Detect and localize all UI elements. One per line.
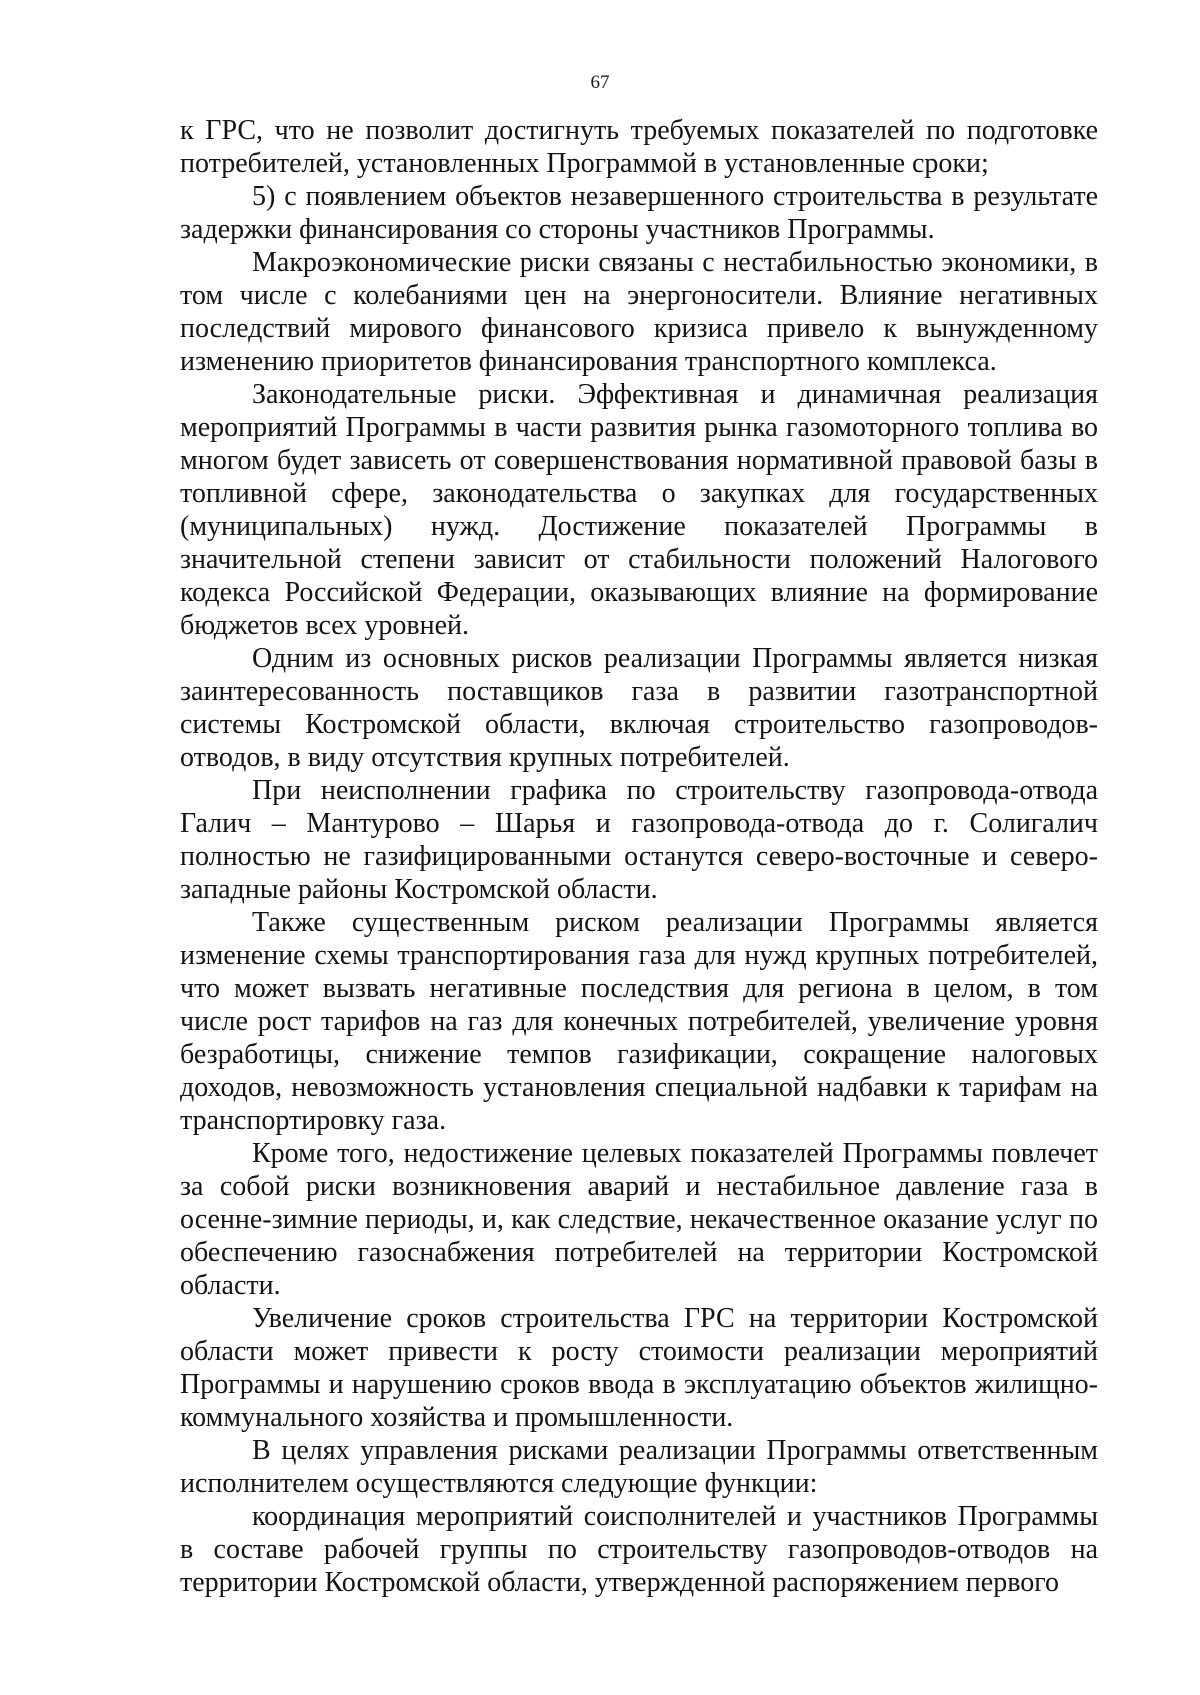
paragraph: координация мероприятий соисполнителей и участников Программы в составе рабочей группы по строительству газопроводов-отводов на территории Костромской области, утвержденной распоряжением первого: [180, 1501, 1098, 1598]
paragraph: Увеличение сроков строительства ГРС на территории Костромской области может привести к росту стоимости реализации мероприятий Программы и нарушению сроков ввода в эксплуатацию объектов жилищно-коммунального хозяйства и промышленности.: [180, 1303, 1098, 1433]
page-number: 67: [590, 72, 610, 93]
paragraph: 5) с появлением объектов незавершенного строительства в результате задержки финансирования со стороны участников Программы.: [180, 181, 1098, 245]
document-body: [180, 114, 1098, 1599]
paragraph: Макроэкономические риски связаны с нестабильностью экономики, в том числе с колебаниями цен на энергоносители. Влияние негативных последствий мирового финансового кризиса привело к вынужденному изменению приоритетов финансирования транспортного комплекса.: [180, 247, 1098, 377]
paragraph: Законодательные риски. Эффективная и динамичная реализация мероприятий Программы в части развития рынка газомоторного топлива во многом будет зависеть от совершенствования нормативной правовой базы в топливной сфере, законодательства о закупках для государственных (муниципальных) нужд. Достижение показателей Программы в значительной степени зависит от стабильности положений Налогового кодекса Российской Федерации, оказывающих влияние на формирование бюджетов всех уровней.: [180, 379, 1098, 641]
paragraph: Кроме того, недостижение целевых показателей Программы повлечет за собой риски возникновения аварий и нестабильное давление газа в осенне-зимние периоды, и, как следствие, некачественное оказание услуг по обеспечению газоснабжения потребителей на территории Костромской области.: [180, 1138, 1098, 1301]
paragraph: к ГРС, что не позволит достигнуть требуемых показателей по подготовке потребителей, установленных Программой в установленные сроки;: [180, 115, 1098, 179]
paragraph: Также существенным риском реализации Программы является изменение схемы транспортирования газа для нужд крупных потребителей, что может вызвать негативные последствия для региона в целом, в том числе рост тарифов на газ для конечных потребителей, увеличение уровня безработицы, снижение темпов газификации, сокращение налоговых доходов, невозможность установления специальной надбавки к тарифам на транспортировку газа.: [180, 907, 1098, 1136]
paragraph: При неисполнении графика по строительству газопровода-отвода Галич – Мантурово – Шарья и газопровода-отвода до г. Солигалич полностью не газифицированными останутся северо-восточные и северо-западные районы Костромской области.: [180, 775, 1098, 905]
paragraph: В целях управления рисками реализации Программы ответственным исполнителем осуществляются следующие функции:: [180, 1435, 1098, 1499]
paragraph: Одним из основных рисков реализации Программы является низкая заинтересованность поставщиков газа в развитии газотранспортной системы Костромской области, включая строительство газопроводов-отводов, в виду отсутствия крупных потребителей.: [180, 643, 1098, 773]
